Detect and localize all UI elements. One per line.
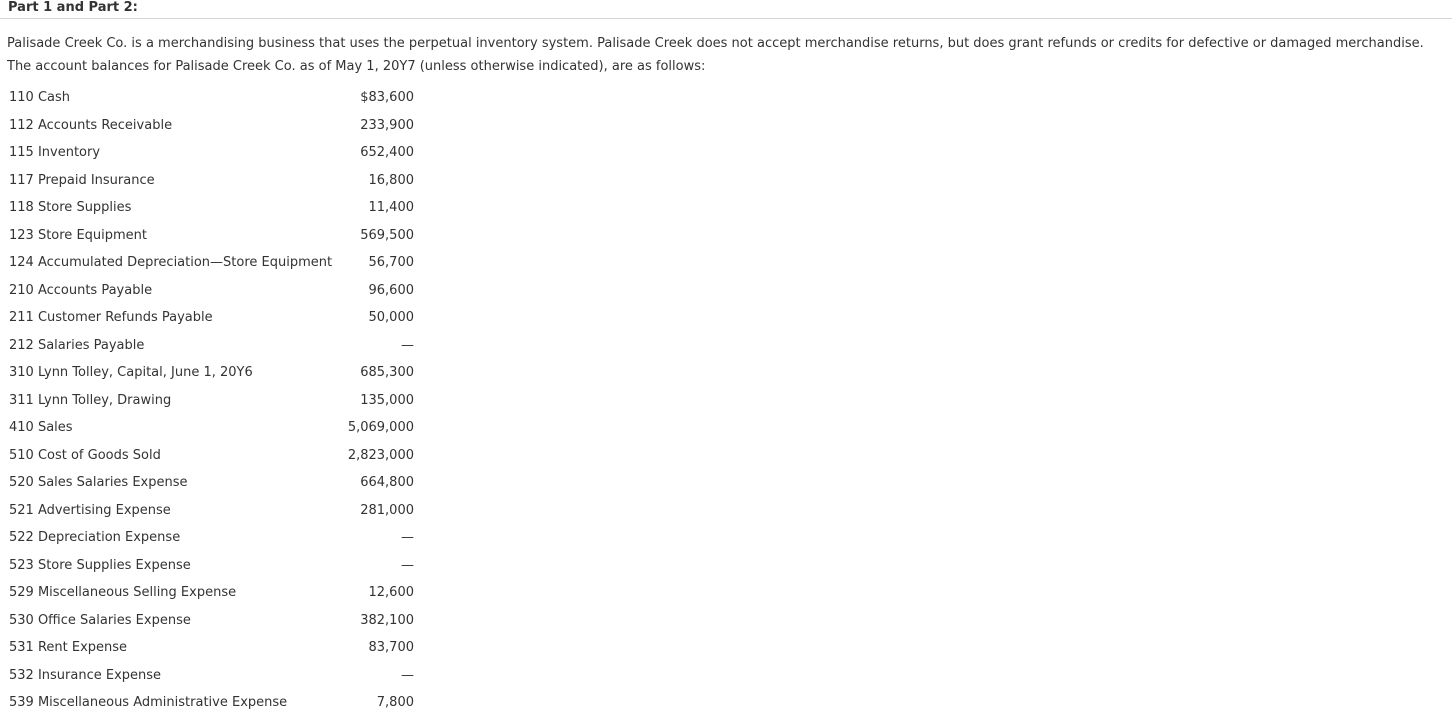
part-heading: Part 1 and Part 2: bbox=[8, 0, 138, 15]
intro-line-2: The account balances for Palisade Creek Co. as of May 1, 20Y7 (unless otherwise indicated), are as follows: bbox=[7, 58, 706, 74]
account-balance: 96,600 bbox=[368, 282, 414, 298]
account-balance: 664,800 bbox=[360, 475, 414, 491]
account-balance: 233,900 bbox=[360, 117, 414, 133]
account-rows bbox=[4, 84, 414, 717]
account-row bbox=[4, 249, 414, 277]
account-row bbox=[4, 442, 414, 470]
account-name: 521 Advertising Expense bbox=[9, 502, 171, 518]
account-name: 523 Store Supplies Expense bbox=[9, 557, 191, 573]
account-name: 117 Prepaid Insurance bbox=[9, 172, 155, 188]
account-name: 123 Store Equipment bbox=[9, 227, 148, 243]
account-row bbox=[4, 194, 414, 222]
account-name: 211 Customer Refunds Payable bbox=[9, 310, 213, 326]
account-row bbox=[4, 497, 414, 525]
account-balance: 2,823,000 bbox=[347, 447, 414, 463]
account-balances-table bbox=[4, 84, 414, 717]
account-balance: 7,800 bbox=[376, 695, 414, 711]
account-name: 531 Rent Expense bbox=[9, 640, 128, 656]
intro-text bbox=[7, 33, 1452, 78]
account-row bbox=[4, 304, 414, 332]
account-row bbox=[4, 579, 414, 607]
account-balance: 281,000 bbox=[360, 502, 414, 518]
account-row bbox=[4, 689, 414, 717]
account-row bbox=[4, 277, 414, 305]
account-balance: — bbox=[401, 667, 414, 683]
account-row bbox=[4, 222, 414, 250]
account-row bbox=[4, 84, 414, 112]
account-balance: 382,100 bbox=[360, 612, 414, 628]
account-balance: 5,069,000 bbox=[347, 420, 414, 436]
account-name: 110 Cash bbox=[9, 90, 71, 106]
account-name: 530 Office Salaries Expense bbox=[9, 612, 191, 628]
account-row bbox=[4, 139, 414, 167]
account-balance: 16,800 bbox=[368, 172, 414, 188]
account-row bbox=[4, 469, 414, 497]
account-row bbox=[4, 332, 414, 360]
account-name: 510 Cost of Goods Sold bbox=[9, 447, 161, 463]
account-row bbox=[4, 607, 414, 635]
account-balance: 135,000 bbox=[360, 392, 414, 408]
account-name: 410 Sales bbox=[9, 420, 73, 436]
account-balance: 83,700 bbox=[368, 640, 414, 656]
account-balance: — bbox=[401, 337, 414, 353]
account-balance: 569,500 bbox=[360, 227, 414, 243]
account-row bbox=[4, 167, 414, 195]
account-balance: 11,400 bbox=[368, 200, 414, 216]
account-name: 118 Store Supplies bbox=[9, 200, 132, 216]
account-name: 311 Lynn Tolley, Drawing bbox=[9, 392, 172, 408]
account-name: 124 Accumulated Depreciation—Store Equipment bbox=[9, 255, 333, 271]
account-row bbox=[4, 524, 414, 552]
account-name: 310 Lynn Tolley, Capital, June 1, 20Y6 bbox=[9, 365, 253, 381]
account-balance: 56,700 bbox=[368, 255, 414, 271]
account-balance: — bbox=[401, 557, 414, 573]
account-name: 532 Insurance Expense bbox=[9, 667, 162, 683]
account-row bbox=[4, 112, 414, 140]
account-balance: 685,300 bbox=[360, 365, 414, 381]
account-row bbox=[4, 414, 414, 442]
account-name: 522 Depreciation Expense bbox=[9, 530, 181, 546]
account-name: 539 Miscellaneous Administrative Expense bbox=[9, 695, 288, 711]
account-balance: 50,000 bbox=[368, 310, 414, 326]
account-name: 520 Sales Salaries Expense bbox=[9, 475, 188, 491]
account-row bbox=[4, 552, 414, 580]
account-row bbox=[4, 387, 414, 415]
account-name: 115 Inventory bbox=[9, 145, 101, 161]
account-balance: 652,400 bbox=[360, 145, 414, 161]
heading-bar bbox=[0, 0, 1452, 19]
account-row bbox=[4, 662, 414, 690]
account-balance: 12,600 bbox=[368, 585, 414, 601]
account-name: 212 Salaries Payable bbox=[9, 337, 145, 353]
account-row bbox=[4, 359, 414, 387]
account-row bbox=[4, 634, 414, 662]
account-name: 112 Accounts Receivable bbox=[9, 117, 173, 133]
account-name: 210 Accounts Payable bbox=[9, 282, 153, 298]
account-balance: — bbox=[401, 530, 414, 546]
account-name: 529 Miscellaneous Selling Expense bbox=[9, 585, 237, 601]
intro-line-1: Palisade Creek Co. is a merchandising business that uses the perpetual inventory system. Palisade Creek does not accept merchandise returns, but does grant refunds or credits for defective or damaged merchandise. bbox=[7, 36, 1424, 51]
account-balance: $83,600 bbox=[360, 90, 414, 106]
